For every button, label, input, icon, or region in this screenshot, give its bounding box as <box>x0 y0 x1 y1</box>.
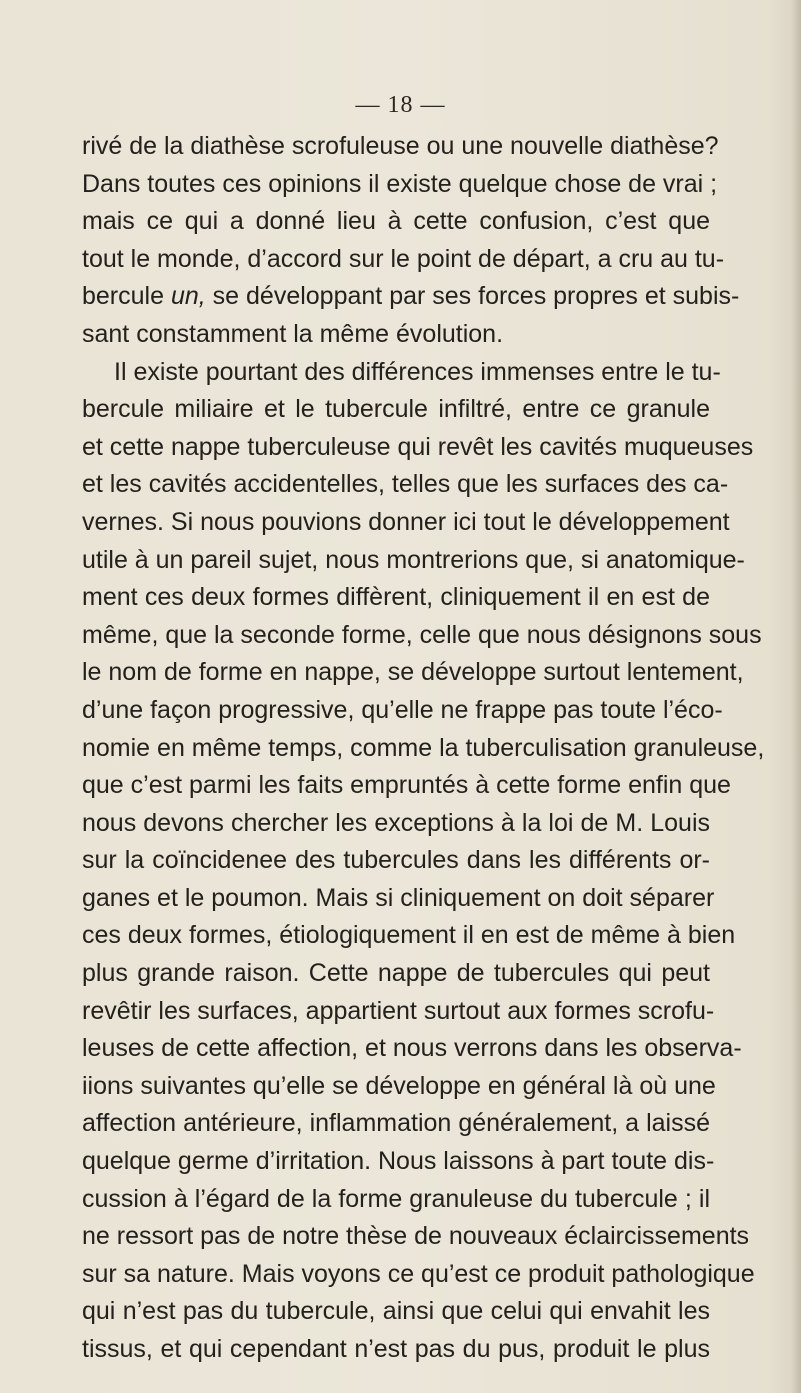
text-line: et les cavités accidentelles, telles que les surfaces des ca- <box>82 470 729 499</box>
text-line: ment ces deux formes diffèrent, cliniquement il en est de <box>82 583 710 612</box>
text-line: vernes. Si nous pouvions donner ici tout le développement <box>82 507 730 536</box>
text-fragment: bercule <box>82 282 171 311</box>
text-line: qui n’est pas du tubercule, ainsi que celui qui envahit les <box>82 1297 710 1326</box>
text-line: revêtir les surfaces, appartient surtout aux formes scrofu- <box>82 996 715 1025</box>
text-line: sur la coïncidenee des tubercules dans les différents or- <box>82 846 710 875</box>
page-number: — 18 — <box>355 92 446 118</box>
text-line: Dans toutes ces opinions il existe quelque chose de vrai ; <box>82 169 718 198</box>
text-line <box>82 278 740 316</box>
text-fragment: se développant par ses forces propres et subis- <box>205 282 740 311</box>
text-line: tissus, et qui cependant n’est pas du pus, produit le plus <box>82 1335 710 1363</box>
text-line: d’une façon progressive, qu’elle ne frappe pas toute l’éco- <box>82 695 723 724</box>
text-line: ces deux formes, étiologiquement il en est de même à bien <box>82 921 736 950</box>
text-line: ganes et le poumon. Mais si cliniquement on doit séparer <box>82 883 715 912</box>
text-line: plus grande raison. Cette nappe de tubercules qui peut <box>82 959 710 988</box>
text-line: même, que la seconde forme, celle que nous désignons sous <box>82 620 762 649</box>
text-line: cussion à l’égard de la forme granuleuse du tubercule ; il <box>82 1184 710 1213</box>
text-line: affection antérieure, inflammation généralement, a laissé <box>82 1109 710 1138</box>
text-line: utile à un pareil sujet, nous montrerions que, si anatomique- <box>82 545 745 574</box>
body-text <box>82 128 765 1369</box>
text-line-paragraph-end: sant constamment la même évolution. <box>82 319 504 348</box>
text-line: mais ce qui a donné lieu à cette confusion, c’est que <box>82 207 710 236</box>
text-line: sur sa nature. Mais voyons ce qu’est ce produit pathologique <box>82 1259 755 1288</box>
text-line: rivé de la diathèse scrofuleuse ou une nouvelle diathèse? <box>82 132 719 160</box>
text-line: bercule miliaire et le tubercule infiltré, entre ce granule <box>82 395 710 424</box>
text-line: le nom de forme en nappe, se développe surtout lentement, <box>82 658 744 687</box>
text-line: iions suivantes qu’elle se développe en général là où une <box>82 1071 716 1100</box>
text-line: tout le monde, d’accord sur le point de départ, a cru au tu- <box>82 244 725 273</box>
text-line: et cette nappe tuberculeuse qui revêt les cavités muqueuses <box>82 432 754 461</box>
page-edge-shadow <box>791 0 801 1393</box>
text-line: quelque germe d’irritation. Nous laissons à part toute dis- <box>82 1147 715 1176</box>
text-line: leuses de cette affection, et nous verrons dans les observa- <box>82 1034 742 1063</box>
text-line-paragraph-start: Il existe pourtant des différences immenses entre le tu- <box>114 357 721 386</box>
text-line: que c’est parmi les faits empruntés à cette forme enfin que <box>82 771 731 800</box>
text-line: nomie en même temps, comme la tuberculisation granuleuse, <box>82 733 765 762</box>
italic-word: un, <box>170 282 206 311</box>
text-line: nous devons chercher les exceptions à la loi de M. Louis <box>82 808 710 837</box>
text-line: ne ressort pas de notre thèse de nouveaux éclaircissements <box>82 1222 750 1251</box>
